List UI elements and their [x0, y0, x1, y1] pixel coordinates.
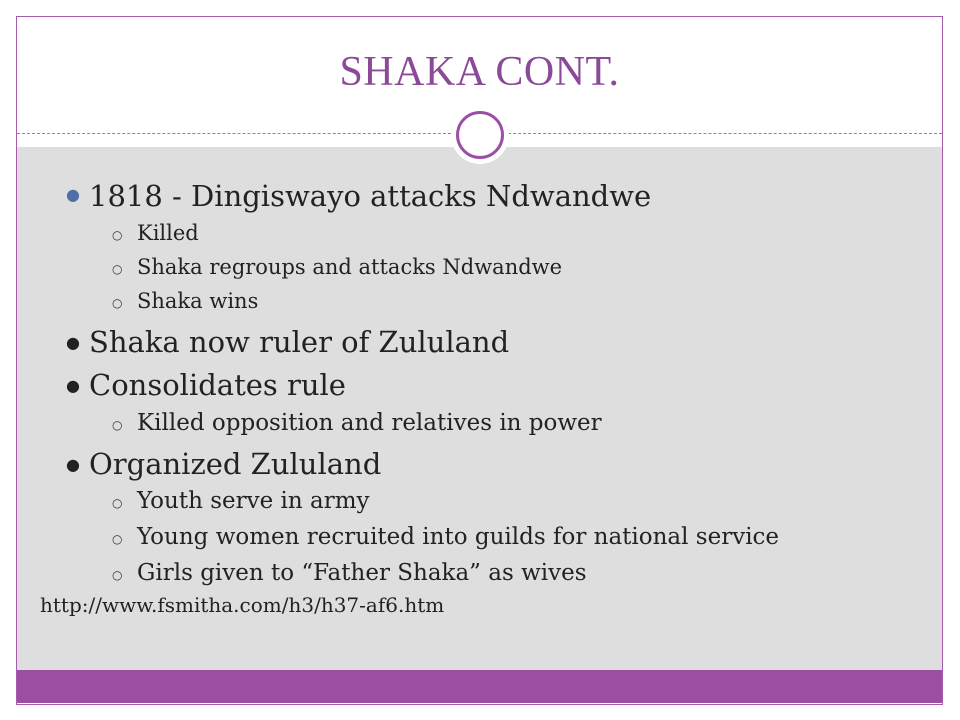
bullet-dot: ●: [66, 376, 80, 395]
sub-bullet-item: Young women recruited into guilds for national service: [137, 524, 780, 550]
source-url: http://www.fsmitha.com/h3/h37-af6.htm: [40, 593, 445, 617]
bullet-item: Shaka now ruler of Zululand: [89, 325, 510, 359]
sub-bullet-item: Girls given to “Father Shaka” as wives: [137, 560, 587, 586]
divider-circle-icon: [456, 111, 504, 159]
sub-bullet-item: Youth serve in army: [137, 488, 370, 514]
sub-bullet-circle: ○: [112, 262, 123, 276]
bullet-dot: ●: [66, 185, 80, 204]
sub-bullet-circle: ○: [112, 568, 123, 582]
sub-bullet-circle: ○: [112, 418, 123, 432]
bullet-item: Organized Zululand: [89, 447, 382, 481]
bullet-dot: ●: [66, 333, 80, 352]
bullet-item: Consolidates rule: [89, 368, 346, 402]
sub-bullet-item: Shaka regroups and attacks Ndwandwe: [137, 255, 563, 279]
sub-bullet-circle: ○: [112, 496, 123, 510]
sub-bullet-item: Killed: [137, 221, 199, 245]
bullet-item: 1818 - Dingiswayo attacks Ndwandwe: [89, 179, 652, 213]
sub-bullet-circle: ○: [112, 532, 123, 546]
slide-title: SHAKA CONT.: [339, 49, 620, 95]
sub-bullet-item: Shaka wins: [137, 289, 259, 313]
sub-bullet-circle: ○: [112, 296, 123, 310]
footer-accent-bar: [17, 670, 942, 703]
sub-bullet-circle: ○: [112, 228, 123, 242]
sub-bullet-item: Killed opposition and relatives in power: [137, 410, 602, 436]
bullet-dot: ●: [66, 455, 80, 474]
